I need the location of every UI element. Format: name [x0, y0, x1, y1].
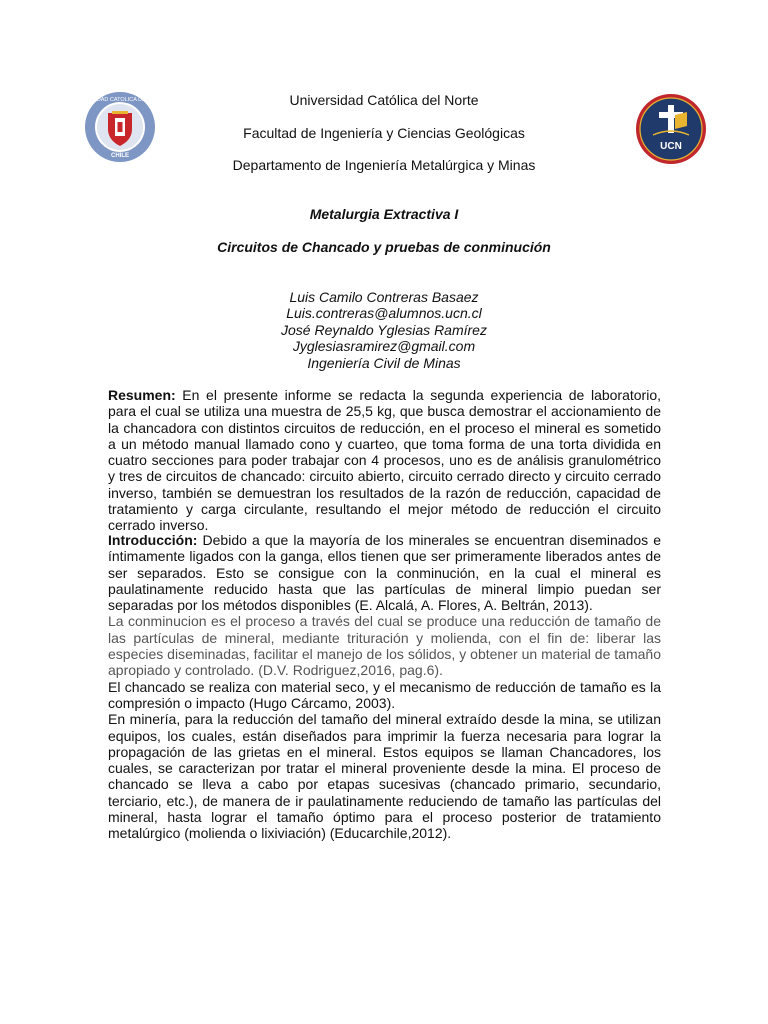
- author-name-2: José Reynaldo Yglesias Ramírez: [281, 321, 487, 338]
- ucn-logo-text: UCN: [660, 141, 682, 152]
- author-email-1: Luis.contreras@alumnos.ucn.cl: [286, 305, 482, 322]
- abstract-text: En el presente informe se redacta la segunda experiencia de laboratorio, para el cual se utiliza una muestra de 25,5 kg, que busca demostrar el accionamiento de la chancadora con distintos circuitos de reducción, en el proceso el mineral es sometido a un método manual llamado cono y cuarteo, que toma forma de una torta dividida en cuatro secciones para poder trabajar con 4 procesos, uno es de análisis granulométrico y tres de circuitos de chancado: circuito abierto, circuito cerrado directo y circuito cerrado inverso, también se demuestran los resultados de la razón de reducción, capacidad de tratamiento y carga circulante, resultando el mejor método de reducción el circuito cerrado inverso.: [108, 387, 661, 534]
- intro-text-1: Debido a que la mayoría de los minerales se encuentran diseminados e íntimamente ligados con la ganga, ellos tienen que ser primeramente liberados antes de ser separados. Esto se consigue con la conminución, en la cual el mineral es paulatinamente reducido hasta que las partículas de mineral limpio puedan ser separadas por los métodos disponibles (E. Alcalá, A. Flores, A. Beltrán, 2013).: [108, 532, 661, 614]
- author-name-1: Luis Camilo Contreras Basaez: [289, 289, 479, 305]
- report-subtitle: Circuitos de Chancado y pruebas de conminución: [217, 239, 551, 255]
- department-name: Departamento de Ingeniería Metalúrgica y Minas: [232, 157, 536, 173]
- abstract-paragraph: [108, 387, 661, 534]
- author-program: Ingeniería Civil de Minas: [307, 354, 461, 371]
- intro-paragraph-2: La conminucion es el proceso a través del cual se produce una reducción de tamaño de las partículas de mineral, mediante trituración y molienda, con el fin de: liberar las especies diseminadas, facilitar el manejo de los sólidos, y obtener un material de tamaño apropiado y controlado. (D.V. Rodriguez,2016, pag.6).: [108, 613, 661, 679]
- course-title: Metalurgia Extractiva I: [309, 206, 459, 222]
- seal-chile-text: CHILE: [111, 153, 129, 159]
- seal-ring-text: UNIVERSIDAD CATOLICA DEL NORTE: [70, 97, 170, 103]
- authors-block: [0, 289, 768, 371]
- intro-paragraph-1: [108, 532, 661, 613]
- abstract-section: [108, 387, 661, 534]
- introduction-section: [108, 532, 661, 842]
- university-name: Universidad Católica del Norte: [289, 92, 479, 108]
- intro-label: Introducción:: [108, 532, 198, 548]
- author-email-2: Jyglesiasramirez@gmail.com: [292, 338, 476, 355]
- intro-paragraph-3: El chancado se realiza con material seco, y el mecanismo de reducción de tamaño es la compresión o impacto (Hugo Cárcamo, 2003).: [108, 678, 661, 711]
- intro-paragraph-4: En minería, para la reducción del tamaño del mineral extraído desde la mina, se utilizan equipos, los cuales, están diseñados para imprimir la fuerza necesaria para lograr la propagación de las grietas en el mineral. Estos equipos se llaman Chancadores, los cuales, se caracterizan por tratar el mineral proveniente desde la mina. El proceso de chancado se lleva a cabo por etapas sucesivas (chancado primario, secundario, terciario, etc.), de manera de ir paulatinamente reduciendo de tamaño las partículas del mineral, hasta lograr el tamaño óptimo para el proceso posterior de tratamiento metalúrgico (molienda o lixiviación) (Educarchile,2012).: [108, 711, 661, 842]
- faculty-name: Facultad de Ingeniería y Ciencias Geológicas: [243, 125, 525, 141]
- abstract-label: Resumen:: [108, 387, 176, 403]
